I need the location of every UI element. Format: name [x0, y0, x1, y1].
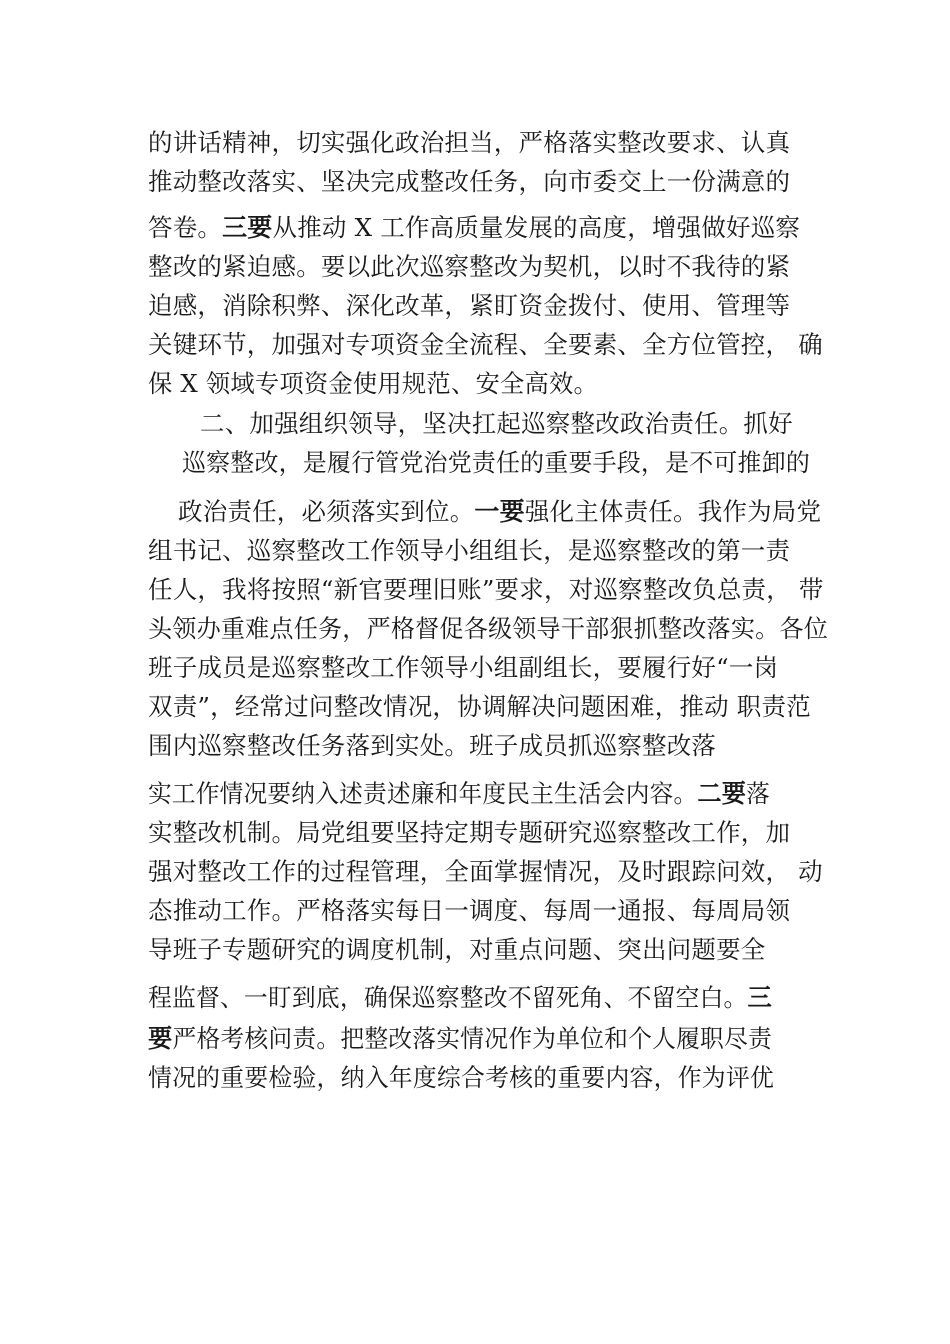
- line-text: 情况的重要检验，纳入年度综合考核的重要内容，作为评优: [148, 1063, 775, 1092]
- line-text: 政治责任，必须落实到位。: [178, 497, 475, 526]
- line-text: 态推动工作。严格落实每日一调度、每周一通报、每周局领: [148, 896, 791, 925]
- text-line: [148, 213, 800, 243]
- text-line: [178, 497, 821, 527]
- line-text: 实整改机制。局党组要坚持定期专题研究巡察整改工作，加: [148, 818, 791, 847]
- text-line: [148, 653, 778, 683]
- line-text: 强化主体责任。我作为局党: [524, 497, 822, 526]
- line-text: 导班子专题研究的调度机制，对重点问题、突出问题要全: [148, 935, 766, 964]
- line-text: 保 X 领域专项资金使用规范、安全高效。: [148, 369, 598, 398]
- text-line: [148, 536, 790, 566]
- line-text: 从推动 X 工作高质量发展的高度，增强做好巡察: [272, 213, 801, 242]
- text-line: [148, 779, 791, 809]
- line-text: 组书记、巡察整改工作领导小组组长，是巡察整改的第一责: [148, 536, 791, 565]
- text-line: [148, 614, 840, 644]
- line-text: 关键环节，加强对专项资金全流程、全要素、全方位管控， 确: [148, 330, 823, 359]
- text-line: [148, 1024, 791, 1054]
- line-text: 程监督、一盯到底，确保巡察整改不留死角、不留空白。: [148, 983, 748, 1012]
- emphasis-text: 二要: [697, 779, 747, 808]
- text-line: [148, 692, 811, 722]
- line-text: 二、加强组织领导，坚决扛起巡察整改政治责任。抓好: [200, 409, 793, 438]
- line-text: 推动整改落实、坚决完成整改任务，向市委交上一份满意的: [148, 167, 791, 196]
- text-line: [148, 731, 716, 761]
- text-line: [148, 128, 790, 158]
- text-line: [148, 575, 824, 605]
- line-text: 头领办重难点任务，严格督促各级领导干部狠抓整改落实。各位: [148, 614, 828, 643]
- text-line: [148, 983, 791, 1013]
- line-text: 任人，我将按照“新官要理旧账”要求，对巡察整改负总责， 带: [148, 575, 824, 604]
- text-line: [148, 252, 790, 282]
- text-line: [148, 818, 790, 848]
- emphasis-text: 三: [747, 983, 773, 1012]
- text-line: [148, 1063, 790, 1093]
- line-text: 巡察整改，是履行管党治党责任的重要手段，是不可推卸的: [182, 448, 811, 477]
- text-line: [182, 448, 824, 478]
- text-line: [148, 167, 790, 197]
- emphasis-text: 三要: [222, 213, 273, 242]
- text-line: [148, 896, 790, 926]
- line-text: 整改的紧迫感。要以此次巡察整改为契机，以时不我待的紧: [148, 252, 791, 281]
- text-line: [148, 369, 602, 399]
- text-line: [148, 330, 823, 360]
- line-text: 答卷。: [148, 213, 223, 242]
- text-line: [148, 857, 823, 887]
- emphasis-text: 要: [148, 1024, 173, 1053]
- line-text: 班子成员是巡察整改工作领导小组副组长，要履行好“一岗: [148, 653, 779, 682]
- line-text: 的讲话精神，切实强化政治担当，严格落实整改要求、认真: [148, 128, 791, 157]
- line-text: 双责”，经常过问整改情况，协调解决问题困难，推动 职责范: [148, 692, 811, 721]
- text-line: [148, 935, 766, 965]
- line-text: 迫感，消除积弊、深化改革，紧盯资金拨付、使用、管理等: [148, 291, 791, 320]
- text-line: [200, 409, 793, 439]
- line-text: 落: [746, 779, 770, 808]
- line-text: 强对整改工作的过程管理，全面掌握情况，及时跟踪问效， 动: [148, 857, 823, 886]
- emphasis-text: 一要: [474, 497, 525, 526]
- line-text: 围内巡察整改任务落到实处。班子成员抓巡察整改落: [148, 731, 717, 760]
- text-line: [148, 291, 790, 321]
- line-text: 严格考核问责。把整改落实情况作为单位和个人履职尽责: [172, 1024, 773, 1053]
- line-text: 实工作情况要纳入述责述廉和年度民主生活会内容。: [148, 779, 698, 808]
